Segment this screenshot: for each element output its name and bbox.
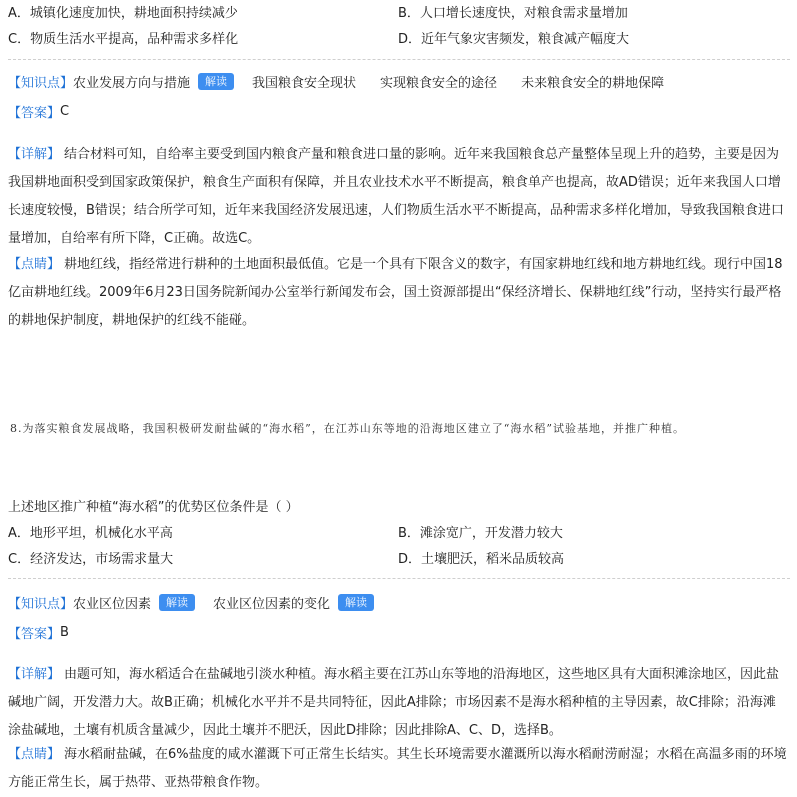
answer-label: 【答案】 (8, 105, 61, 121)
q8-option-c: C．经济发达，市场需求量大 (8, 552, 174, 567)
kp-label: 【知识点】 (8, 75, 74, 91)
tip-label: 【点睛】 (8, 257, 61, 272)
jiedu-badge[interactable]: 解读 (159, 594, 195, 611)
answer-value: C (60, 103, 70, 119)
answer-label: 【答案】 (8, 626, 61, 642)
q7-option-c: C．物质生活水平提高，品种需求多样化 (8, 32, 239, 47)
q8-option-d: D．土壤肥沃，稻米品质较高 (398, 552, 565, 567)
q8-knowledge-points (8, 592, 392, 612)
jiedu-badge[interactable]: 解读 (338, 594, 374, 611)
q8-option-b: B．滩涂宽广，开发潜力较大 (398, 526, 563, 541)
kp-item[interactable]: 农业区位因素的变化 (213, 596, 331, 612)
jiedu-badge[interactable]: 解读 (198, 73, 234, 90)
q7-option-a: A．城镇化速度加快，耕地面积持续减少 (8, 6, 238, 21)
kp-item[interactable]: 农业发展方向与措施 (73, 75, 191, 91)
q8-tip (8, 741, 788, 797)
divider (8, 578, 790, 579)
answer-value: B (60, 624, 69, 640)
detail-label: 【详解】 (8, 147, 61, 162)
kp-item[interactable]: 我国粮食安全现状 (252, 75, 357, 91)
kp-label: 【知识点】 (8, 596, 74, 612)
divider (8, 59, 790, 60)
q8-answer (8, 622, 69, 642)
q7-option-b: B．人口增长速度快，对粮食需求量增加 (398, 6, 628, 21)
detail-text: 由题可知，海水稻适合在盐碱地引淡水种植。海水稻主要在江苏山东等地的沿海地区，这些地区具有大面积滩涂地区，因此盐碱地广阔，开发潜力大。故B正确；机械化水平并不是共同特征，因此A排除；市场因素不是海水稻种植的主导因素，故C排除；沿海滩涂盐碱地，土壤有机质含量减少，因此土壤并不肥沃，因此D排除；因此排除A、C、D，选择B。 (8, 667, 780, 738)
q8-option-a: A．地形平坦，机械化水平高 (8, 526, 173, 541)
kp-item[interactable]: 实现粮食安全的途径 (380, 75, 498, 91)
q8-stem: 上述地区推广种植“海水稻”的优势区位条件是（ ） (8, 500, 299, 515)
q7-option-d: D．近年气象灾害频发，粮食减产幅度大 (398, 32, 630, 47)
q8-material: 8.为落实粮食发展战略，我国积极研发耐盐碱的“海水稻”，在江苏山东等地的沿海地区建立了“海水稻”试验基地，并推广种植。 (10, 422, 685, 435)
detail-label: 【详解】 (8, 667, 61, 682)
kp-item[interactable]: 农业区位因素 (73, 596, 152, 612)
detail-text: 结合材料可知，自给率主要受到国内粮食产量和粮食进口量的影响。近年来我国粮食总产量整体呈现上升的趋势，主要是因为我国耕地面积受到国家政策保护，粮食生产面积有保障，并且农业技术水平不断提高，粮食单产也提高，故AD错误；近年来我国人口增长速度较慢，B错误；结合所学可知，近年来我国经济发展迅速，人们物质生活水平不断提高，品种需求多样化增加，导致我国粮食进口量增加，自给率有所下降，C正确。故选C。 (8, 147, 784, 246)
q7-knowledge-points (8, 71, 670, 91)
q7-detail (8, 141, 788, 253)
q7-answer (8, 101, 69, 121)
q7-tip (8, 251, 788, 335)
tip-text: 海水稻耐盐碱，在6%盐度的咸水灌溉下可正常生长结实。其生长环境需要水灌溉所以海水稻耐涝耐湿；水稻在高温多雨的环境方能正常生长，属于热带、亚热带粮食作物。 (8, 747, 787, 790)
q8-detail (8, 661, 788, 745)
kp-item[interactable]: 未来粮食安全的耕地保障 (521, 75, 665, 91)
tip-label: 【点睛】 (8, 747, 61, 762)
tip-text: 耕地红线，指经常进行耕种的土地面积最低值。它是一个具有下限含义的数字，有国家耕地红线和地方耕地红线。现行中国18亿亩耕地红线。2009年6月23日国务院新闻办公室举行新闻发布会，国土资源部提出“保经济增长、保耕地红线”行动，坚持实行最严格的耕地保护制度，耕地保护的红线不能碰。 (8, 257, 783, 328)
